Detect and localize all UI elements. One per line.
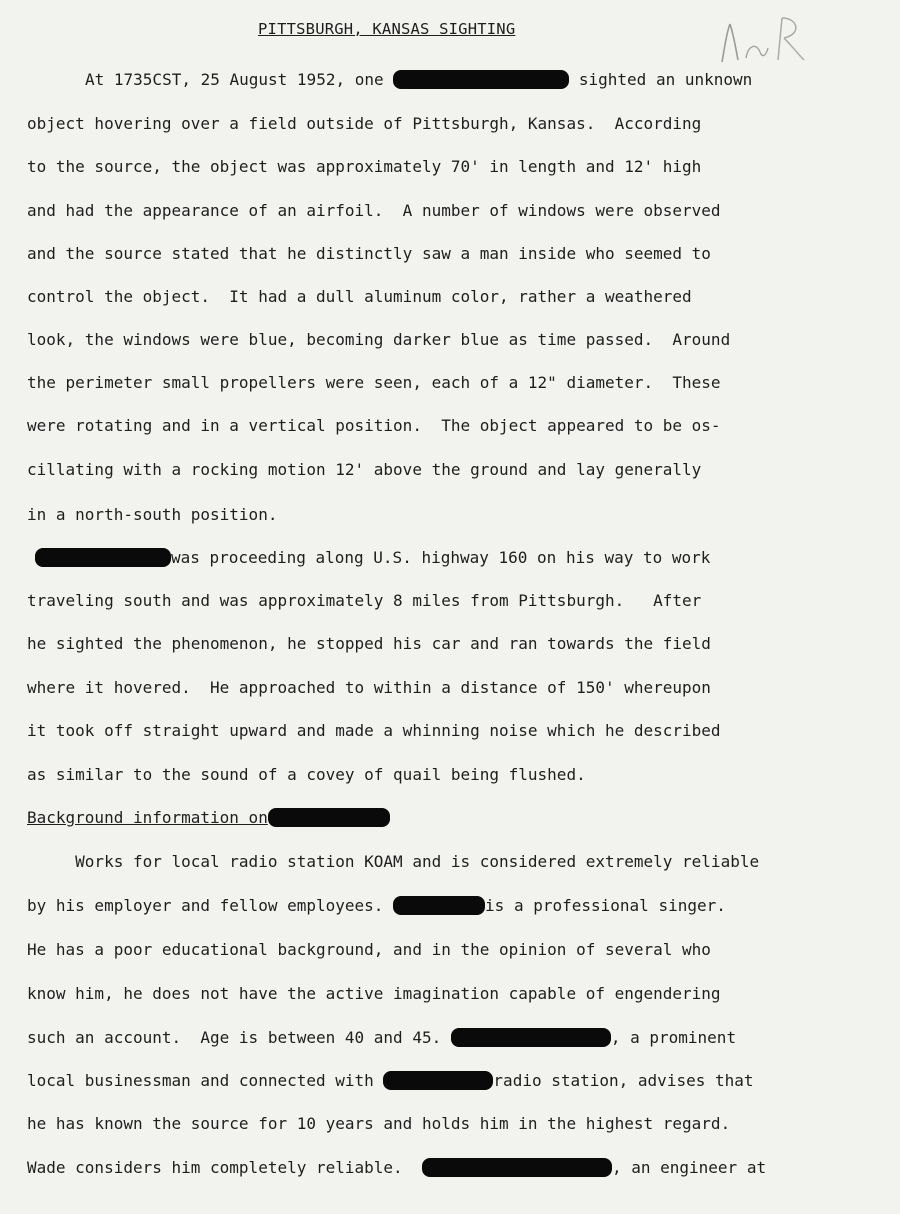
text-line <box>27 896 726 916</box>
text-segment: radio station, advises that <box>493 1071 754 1090</box>
text-segment: where it hovered. He approached to within a distance of 150' whereupon <box>27 678 711 697</box>
text-line <box>27 1028 736 1048</box>
text-segment: he has known the source for 10 years and holds him in the highest regard. <box>27 1114 731 1133</box>
document-title: PITTSBURGH, KANSAS SIGHTING <box>258 20 516 38</box>
text-segment: and the source stated that he distinctly saw a man inside who seemed to <box>27 244 711 263</box>
handwritten-mark <box>712 12 808 66</box>
text-line <box>27 852 759 872</box>
text-line <box>27 114 701 134</box>
text-line <box>27 591 701 611</box>
text-segment: control the object. It had a dull aluminum color, rather a weathered <box>27 287 692 306</box>
text-line <box>27 460 701 480</box>
text-segment: Works for local radio station KOAM and is considered extremely reliable <box>27 852 760 871</box>
text-line <box>27 157 701 177</box>
text-line <box>35 548 710 568</box>
text-line <box>27 678 711 698</box>
text-line <box>27 721 721 741</box>
text-segment: as similar to the sound of a covey of quail being flushed. <box>27 765 586 784</box>
text-segment: was proceeding along U.S. highway 160 on his way to work <box>171 548 711 567</box>
text-segment: Background information on <box>27 808 268 827</box>
redaction-bar <box>451 1028 611 1047</box>
redaction-bar <box>393 896 485 915</box>
text-segment: and had the appearance of an airfoil. A number of windows were observed <box>27 201 721 220</box>
text-line <box>27 940 711 960</box>
redaction-bar <box>422 1158 612 1177</box>
text-line <box>27 201 721 221</box>
redaction-bar <box>383 1071 493 1090</box>
text-segment: local businessman and connected with <box>27 1071 384 1090</box>
text-segment: the perimeter small propellers were seen, each of a 12" diameter. These <box>27 373 721 392</box>
redaction-bar <box>35 548 171 567</box>
text-line <box>27 373 721 393</box>
text-segment: object hovering over a field outside of Pittsburgh, Kansas. According <box>27 114 702 133</box>
text-segment: sighted an unknown <box>569 70 753 89</box>
text-line <box>27 634 711 654</box>
redaction-bar <box>268 808 390 827</box>
text-segment: by his employer and fellow employees. <box>27 896 394 915</box>
text-line <box>27 330 730 350</box>
text-segment: , a prominent <box>610 1028 737 1047</box>
text-line <box>27 416 721 436</box>
text-line <box>27 1071 754 1091</box>
text-line <box>27 808 390 828</box>
text-line <box>27 765 586 785</box>
text-segment: look, the windows were blue, becoming darker blue as time passed. Around <box>27 330 731 349</box>
text-line <box>27 244 711 264</box>
redaction-bar <box>393 70 569 89</box>
text-line <box>27 505 277 525</box>
text-segment: he sighted the phenomenon, he stopped his car and ran towards the field <box>27 634 711 653</box>
text-segment: , an engineer at <box>611 1158 767 1177</box>
text-segment: Wade considers him completely reliable. <box>27 1158 422 1177</box>
text-line <box>27 1158 766 1178</box>
text-line <box>27 1114 730 1134</box>
text-line <box>27 984 721 1004</box>
text-segment: traveling south and was approximately 8 miles from Pittsburgh. After <box>27 591 702 610</box>
text-segment: were rotating and in a vertical position. The object appeared to be os- <box>27 416 721 435</box>
text-segment: is a professional singer. <box>485 896 726 915</box>
text-segment: At 1735CST, 25 August 1952, one <box>85 70 394 89</box>
text-segment: it took off straight upward and made a whinning noise which he described <box>27 721 721 740</box>
text-line <box>85 70 752 90</box>
text-segment: He has a poor educational background, and in the opinion of several who <box>27 940 711 959</box>
text-segment: such an account. Age is between 40 and 45. <box>27 1028 451 1047</box>
text-line <box>27 287 692 307</box>
text-segment: to the source, the object was approximately 70' in length and 12' high <box>27 157 702 176</box>
text-segment: know him, he does not have the active imagination capable of engendering <box>27 984 721 1003</box>
text-segment: in a north-south position. <box>27 505 278 524</box>
text-segment: cillating with a rocking motion 12' above the ground and lay generally <box>27 460 702 479</box>
